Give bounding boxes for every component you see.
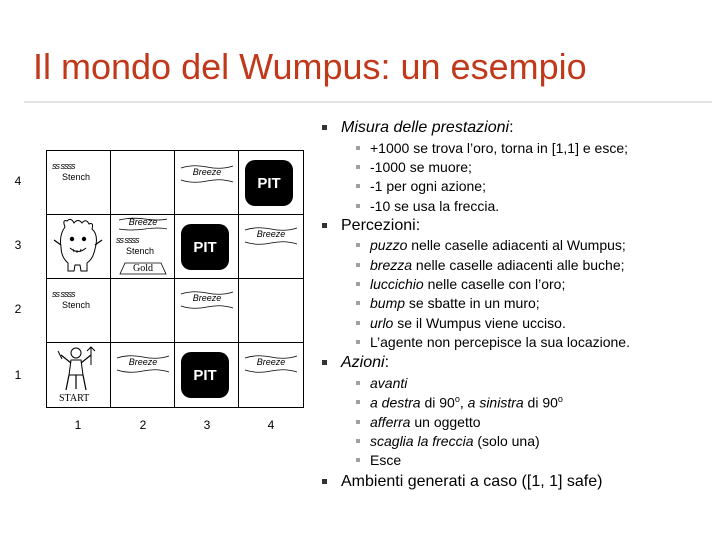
bullet-percepts bbox=[341, 217, 420, 235]
bullet-performance bbox=[341, 119, 514, 137]
stench-marker bbox=[116, 235, 172, 257]
breeze-marker bbox=[179, 289, 235, 311]
breeze-label: Breeze bbox=[192, 167, 222, 177]
breeze-marker bbox=[243, 225, 299, 247]
performance-item-2: -1000 se muore; bbox=[370, 159, 472, 175]
performance-heading-colon: : bbox=[509, 119, 514, 136]
cell-2-1 bbox=[111, 343, 175, 407]
cell-4-2 bbox=[239, 279, 303, 343]
row-label-4: 4 bbox=[14, 174, 22, 188]
slide-title: Il mondo del Wumpus: un esempio bbox=[33, 46, 587, 87]
stench-label: Stench bbox=[126, 246, 155, 256]
wumpus-world-grid bbox=[46, 150, 304, 408]
wumpus-icon bbox=[47, 215, 109, 277]
col-label-3: 3 bbox=[203, 418, 211, 432]
cell-2-2 bbox=[111, 279, 175, 343]
cell-2-4 bbox=[111, 151, 175, 215]
percept-item-4: bump se sbatte in un muro; bbox=[370, 295, 540, 311]
col-label-4: 4 bbox=[267, 418, 275, 432]
action-item-1: avanti bbox=[370, 375, 407, 391]
cell-1-3 bbox=[47, 215, 111, 279]
percept-item-6: L’agente non percepisce la sua locazione. bbox=[370, 334, 630, 350]
title-divider bbox=[24, 101, 712, 103]
breeze-label: Breeze bbox=[256, 229, 286, 239]
cell-3-4 bbox=[175, 151, 239, 215]
row-label-3: 3 bbox=[14, 238, 22, 252]
breeze-marker bbox=[115, 353, 171, 375]
performance-item-1: +1000 se trova l’oro, torna in [1,1] e esce; bbox=[370, 140, 628, 156]
cell-3-3 bbox=[175, 215, 239, 279]
percept-item-1: puzzo nelle caselle adiacenti al Wumpus; bbox=[370, 237, 626, 253]
performance-heading: Misura delle prestazioni bbox=[341, 119, 510, 136]
stench-marker bbox=[52, 161, 108, 183]
action-item-2: a destra di 90$^o$, a sinistra di 90$^o$ bbox=[370, 394, 563, 411]
cell-3-2 bbox=[175, 279, 239, 343]
stench-label: Stench bbox=[62, 172, 91, 182]
bullet-actions bbox=[341, 354, 389, 372]
pit: PIT bbox=[181, 352, 229, 398]
actions-heading-colon: : bbox=[384, 354, 390, 371]
cell-4-1 bbox=[239, 343, 303, 407]
breeze-marker bbox=[243, 353, 299, 375]
action-item-5: Esce bbox=[370, 452, 401, 468]
action-item-4: scaglia la freccia (solo una) bbox=[370, 433, 540, 449]
gold-label: Gold bbox=[133, 263, 153, 274]
cell-3-1 bbox=[175, 343, 239, 407]
gold-marker bbox=[117, 261, 169, 275]
pit: PIT bbox=[181, 224, 229, 270]
bullet-marker bbox=[322, 125, 327, 130]
percept-item-3: luccichio nelle caselle con l’oro; bbox=[370, 276, 565, 292]
bullet-marker bbox=[322, 223, 327, 228]
performance-item-3: -1 per ogni azione; bbox=[370, 178, 486, 194]
breeze-label: Breeze bbox=[256, 357, 286, 367]
percepts-heading: Percezioni: bbox=[341, 217, 421, 234]
stench-squiggles: ss ssss bbox=[52, 289, 75, 299]
stench-squiggles: ss ssss bbox=[116, 235, 139, 245]
bullet-marker bbox=[322, 360, 327, 365]
col-label-2: 2 bbox=[139, 418, 147, 432]
col-label-1: 1 bbox=[74, 418, 82, 432]
actions-heading: Azioni bbox=[341, 354, 385, 371]
stench-squiggles: ss ssss bbox=[52, 161, 75, 171]
percept-item-2: brezza nelle caselle adiacenti alle buche; bbox=[370, 257, 625, 273]
performance-item-4: -10 se usa la freccia. bbox=[370, 198, 499, 214]
row-label-1: 1 bbox=[14, 368, 22, 382]
breeze-marker bbox=[179, 163, 235, 185]
bullet-marker bbox=[322, 479, 327, 484]
breeze-label: Breeze bbox=[128, 357, 158, 367]
breeze-marker bbox=[115, 217, 171, 231]
start-label: START bbox=[59, 393, 90, 404]
percept-item-5: urlo se il Wumpus viene ucciso. bbox=[370, 315, 566, 331]
cell-1-4 bbox=[47, 151, 111, 215]
stench-label: Stench bbox=[62, 300, 91, 310]
cell-1-1 bbox=[47, 343, 111, 407]
action-item-3: afferra un oggetto bbox=[370, 414, 481, 430]
bullet-environment bbox=[341, 473, 602, 491]
cell-1-2 bbox=[47, 279, 111, 343]
cell-4-3 bbox=[239, 215, 303, 279]
cell-4-4 bbox=[239, 151, 303, 215]
row-label-2: 2 bbox=[14, 302, 22, 316]
agent-icon bbox=[47, 345, 109, 393]
breeze-label: Breeze bbox=[192, 293, 222, 303]
stench-marker bbox=[52, 289, 108, 311]
environment-text: Ambienti generati a caso ([1, 1] safe) bbox=[341, 473, 603, 490]
cell-2-3 bbox=[111, 215, 175, 279]
breeze-label: Breeze bbox=[128, 217, 158, 227]
pit: PIT bbox=[245, 160, 293, 206]
